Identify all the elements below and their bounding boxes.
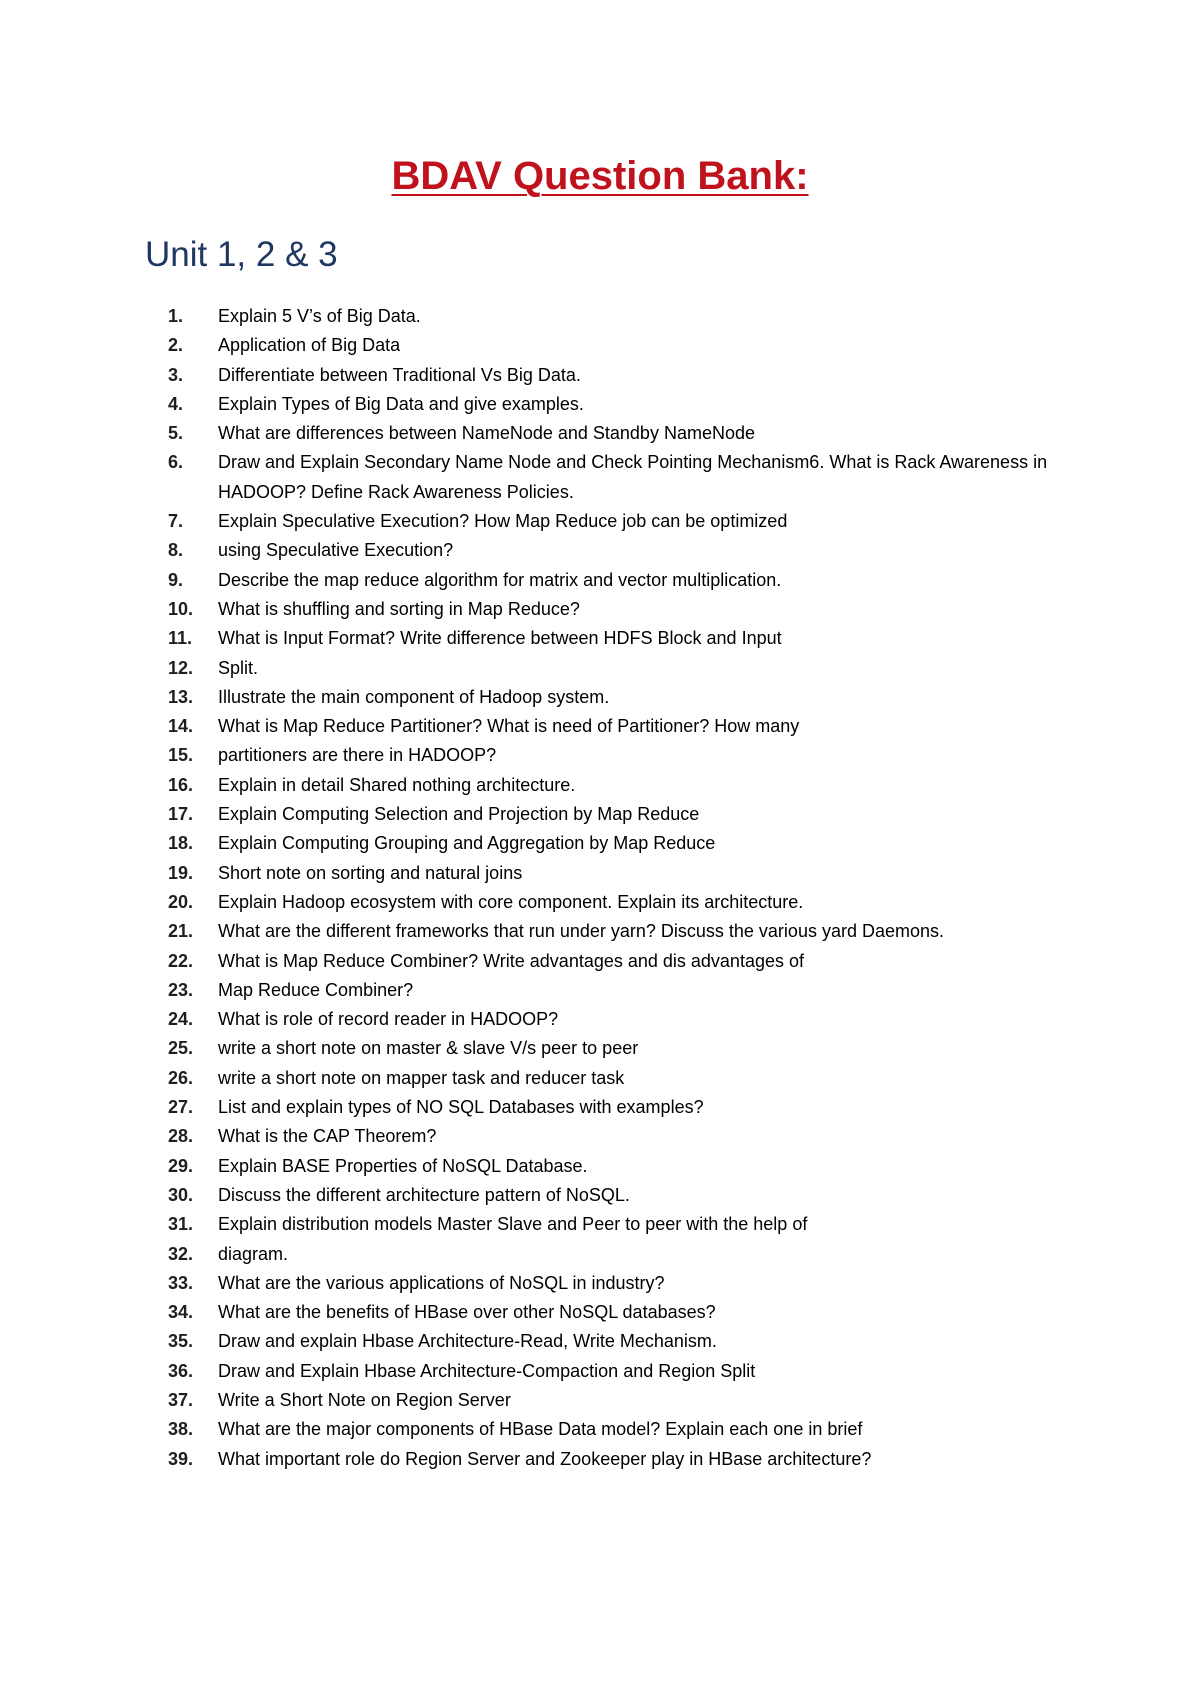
question-text: Explain Speculative Execution? How Map Reduce job can be optimized (218, 511, 788, 532)
question-number: 24. (168, 1009, 194, 1030)
question-number: 35. (168, 1331, 194, 1352)
question-text: What is Map Reduce Partitioner? What is need of Partitioner? How many (218, 716, 800, 737)
question-text: Discuss the different architecture pattern of NoSQL. (218, 1184, 630, 1205)
question-number: 7. (168, 511, 184, 532)
question-text: Explain BASE Properties of NoSQL Database. (218, 1155, 588, 1176)
question-item (0, 829, 1200, 858)
question-number: 2. (168, 335, 184, 356)
question-text: using Speculative Execution? (218, 540, 454, 561)
question-number: 17. (168, 804, 194, 825)
question-item (0, 1122, 1200, 1151)
question-item (0, 1415, 1200, 1444)
unit-heading: Unit 1, 2 & 3 (145, 235, 338, 274)
question-text: What are the major components of HBase Data model? Explain each one in brief (218, 1419, 863, 1440)
question-text: Explain 5 V’s of Big Data. (218, 306, 421, 326)
question-item (0, 1181, 1200, 1210)
question-text: What are the benefits of HBase over other NoSQL databases? (218, 1302, 716, 1323)
question-number: 3. (168, 364, 184, 385)
question-number: 12. (168, 657, 194, 678)
question-number: 28. (168, 1126, 194, 1147)
question-number: 4. (168, 393, 184, 414)
question-number: 21. (168, 921, 194, 942)
question-item (0, 331, 1200, 360)
question-number: 8. (168, 540, 184, 561)
question-text: diagram. (218, 1243, 289, 1264)
question-text: Split. (218, 657, 259, 678)
question-number: 37. (168, 1389, 194, 1410)
question-number: 38. (168, 1419, 194, 1440)
question-item (0, 683, 1200, 712)
question-number: 26. (168, 1067, 194, 1088)
question-text: Write a Short Note on Region Server (218, 1389, 511, 1410)
question-text: Illustrate the main component of Hadoop system. (218, 686, 610, 707)
question-number: 9. (168, 569, 184, 590)
question-text: partitioners are there in HADOOP? (218, 745, 497, 766)
question-number: 1. (168, 306, 184, 326)
question-number: 31. (168, 1214, 194, 1235)
question-item (0, 361, 1200, 390)
question-text: Draw and explain Hbase Architecture-Read, Write Mechanism. (218, 1331, 717, 1352)
question-text: Draw and Explain Secondary Name Node and Check Pointing Mechanism6. What is Rack Awareness in HADOOP? Define Rack Awareness Policies. (218, 452, 1048, 502)
question-item (0, 536, 1200, 565)
question-item (0, 507, 1200, 536)
question-text: Explain in detail Shared nothing architecture. (218, 774, 576, 795)
question-text: Draw and Explain Hbase Architecture-Compaction and Region Split (218, 1360, 756, 1381)
question-text: What is Map Reduce Combiner? Write advantages and dis advantages of (218, 950, 804, 971)
question-item (0, 1269, 1200, 1298)
question-text: Differentiate between Traditional Vs Big Data. (218, 364, 581, 385)
question-item (0, 448, 1200, 507)
question-item (0, 1210, 1200, 1239)
question-item (0, 888, 1200, 917)
question-number: 27. (168, 1097, 194, 1118)
question-text: List and explain types of NO SQL Databases with examples? (218, 1097, 704, 1118)
question-text: What is the CAP Theorem? (218, 1126, 437, 1147)
question-text: What are the different frameworks that run under yarn? Discuss the various yard Daemons. (218, 921, 945, 942)
question-number: 25. (168, 1038, 194, 1059)
question-number: 16. (168, 774, 194, 795)
question-number: 18. (168, 833, 194, 854)
question-text: Explain Computing Selection and Projection by Map Reduce (218, 804, 700, 825)
question-text: What are the various applications of NoSQL in industry? (218, 1272, 665, 1293)
question-text: write a short note on master & slave V/s peer to peer (218, 1038, 639, 1059)
document-title: BDAV Question Bank: (391, 154, 809, 198)
question-number: 30. (168, 1184, 194, 1205)
question-number: 20. (168, 891, 194, 912)
question-item (0, 390, 1200, 419)
question-item (0, 1005, 1200, 1034)
question-item (0, 566, 1200, 595)
question-number: 34. (168, 1302, 194, 1323)
question-number: 14. (168, 716, 194, 737)
question-number: 10. (168, 598, 194, 619)
question-text: Explain Hadoop ecosystem with core component. Explain its architecture. (218, 891, 804, 912)
question-item (0, 741, 1200, 770)
question-item (0, 712, 1200, 741)
question-item (0, 1357, 1200, 1386)
question-item (0, 1445, 1200, 1474)
question-list (0, 302, 1200, 1474)
question-text: Explain Types of Big Data and give examples. (218, 393, 584, 414)
question-number: 11. (168, 628, 193, 649)
question-item (0, 624, 1200, 653)
question-item (0, 595, 1200, 624)
question-number: 5. (168, 423, 184, 444)
question-text: What is Input Format? Write difference between HDFS Block and Input (218, 628, 782, 649)
question-number: 22. (168, 950, 194, 971)
question-item (0, 1093, 1200, 1122)
question-item (0, 917, 1200, 946)
question-item (0, 302, 1200, 331)
question-item (0, 1034, 1200, 1063)
question-text: What are differences between NameNode and Standby NameNode (218, 423, 755, 444)
question-number: 36. (168, 1360, 194, 1381)
question-number: 6. (168, 452, 184, 473)
question-number: 29. (168, 1155, 194, 1176)
question-item (0, 859, 1200, 888)
question-text: Explain distribution models Master Slave and Peer to peer with the help of (218, 1214, 808, 1235)
question-number: 33. (168, 1272, 194, 1293)
question-item (0, 1327, 1200, 1356)
question-item (0, 800, 1200, 829)
question-text: write a short note on mapper task and reducer task (218, 1067, 625, 1088)
question-text: Map Reduce Combiner? (218, 979, 414, 1000)
question-item (0, 1064, 1200, 1093)
question-item (0, 771, 1200, 800)
question-text: Describe the map reduce algorithm for matrix and vector multiplication. (218, 569, 782, 590)
question-text: What important role do Region Server and Zookeeper play in HBase architecture? (218, 1448, 872, 1469)
question-number: 13. (168, 686, 194, 707)
question-item (0, 419, 1200, 448)
question-item (0, 1240, 1200, 1269)
question-text: Short note on sorting and natural joins (218, 862, 523, 883)
question-number: 15. (168, 745, 194, 766)
question-item (0, 947, 1200, 976)
question-item (0, 1152, 1200, 1181)
question-item (0, 1386, 1200, 1415)
question-item (0, 654, 1200, 683)
question-text: What is shuffling and sorting in Map Reduce? (218, 598, 580, 619)
question-number: 39. (168, 1448, 194, 1469)
question-number: 19. (168, 862, 194, 883)
question-item (0, 1298, 1200, 1327)
question-item (0, 976, 1200, 1005)
question-number: 32. (168, 1243, 194, 1264)
question-number: 23. (168, 979, 194, 1000)
question-text: Explain Computing Grouping and Aggregation by Map Reduce (218, 833, 716, 854)
question-text: What is role of record reader in HADOOP? (218, 1009, 559, 1030)
question-text: Application of Big Data (218, 335, 401, 356)
